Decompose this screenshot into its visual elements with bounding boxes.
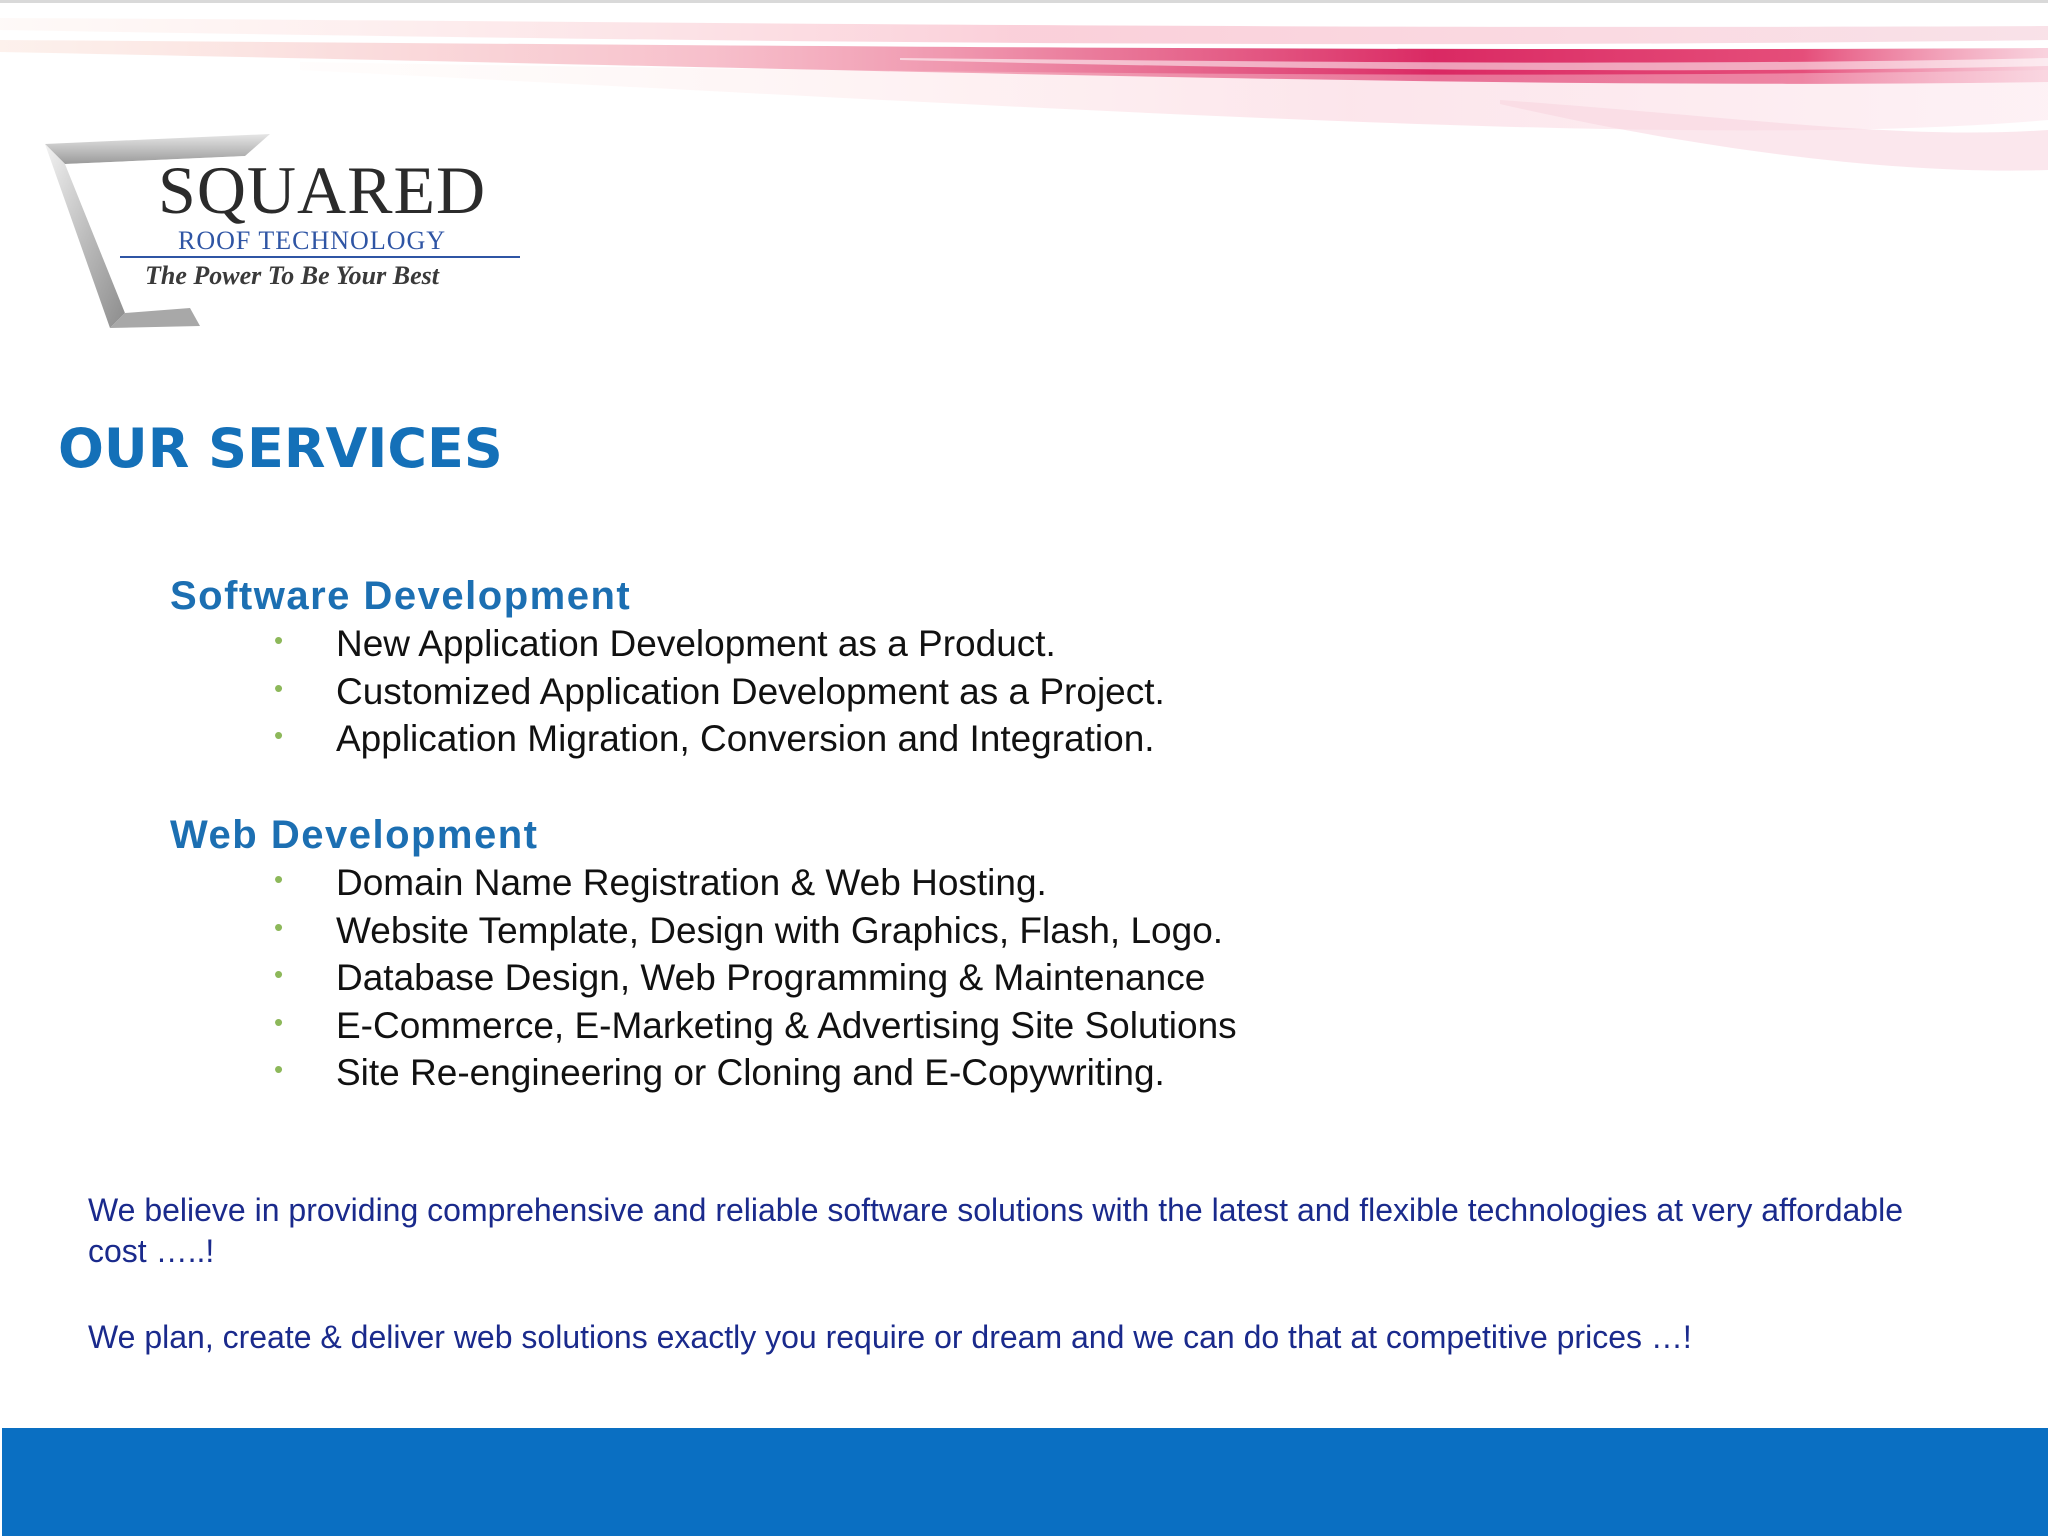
list-item-text: Database Design, Web Programming & Maintenance [336,957,1206,999]
section-heading: Web Development [170,813,539,857]
logo-divider [120,256,520,258]
list-item [170,668,1370,716]
logo-name: SQUARED [158,152,487,228]
bullet-list [170,859,1370,1097]
bullet-icon: • [274,1054,284,1085]
page-title: OUR SERVICES [58,417,503,480]
mission-statement: We believe in providing comprehensive and reliable software solutions with the latest and flexible technologies at very affordable cost …..! [88,1192,1903,1269]
section-heading: Software Development [170,574,632,618]
list-item-text: Website Template, Design with Graphics, Flash, Logo. [336,909,1224,951]
list-item-text: Site Re-engineering or Cloning and E-Copywriting. [336,1052,1165,1094]
list-item-text: Application Migration, Conversion and Integration. [336,718,1155,760]
company-logo [40,128,530,333]
list-item-text: Domain Name Registration & Web Hosting. [336,862,1047,903]
bullet-icon: • [274,1006,284,1037]
list-item [170,954,1370,1002]
list-item-text: New Application Development as a Product. [336,623,1056,664]
list-item [170,715,1370,763]
list-item [170,620,1370,668]
footer-bar [2,1428,2048,1536]
bullet-icon: • [274,911,284,942]
list-item-text: Customized Application Development as a Project. [336,670,1165,712]
bullet-icon: • [274,625,284,655]
list-item [170,907,1370,955]
list-item-text: E-Commerce, E-Marketing & Advertising Site Solutions [336,1004,1237,1046]
pricing-statement: We plan, create & deliver web solutions exactly you require or dream and we can do that at competitive prices …! [88,1319,1692,1355]
bullet-icon: • [274,720,284,751]
logo-subtitle: ROOF TECHNOLOGY [178,226,447,255]
bullet-icon: • [274,864,284,894]
section-web-development [170,811,1370,1097]
list-item [170,1049,1370,1097]
bullet-icon: • [274,959,284,990]
logo-tagline: The Power To Be Your Best [145,261,439,290]
section-software-development [170,572,1370,763]
list-item [170,1002,1370,1050]
list-item [170,859,1370,907]
bullet-icon: • [274,672,284,703]
bullet-list [170,620,1370,763]
